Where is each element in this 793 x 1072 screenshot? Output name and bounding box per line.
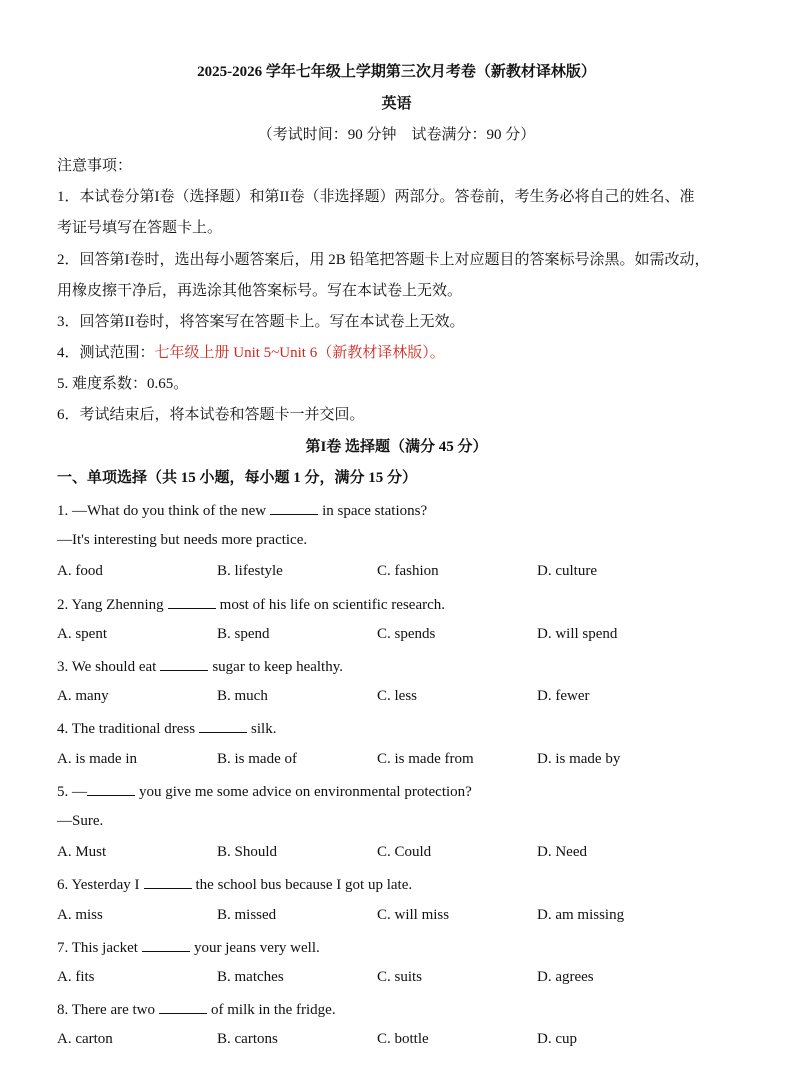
question-6-option-c: C. will miss xyxy=(377,907,450,923)
note-4-prefix: 4．测试范围： xyxy=(57,345,155,361)
answer-blank xyxy=(142,937,190,952)
question-4-stem xyxy=(57,718,276,738)
question-stem-post: you give me some advice on environmental protection? xyxy=(139,784,472,800)
note-6: 6．考试结束后，将本试卷和答题卡一并交回。 xyxy=(57,407,365,423)
question-6-option-a: A. miss xyxy=(57,907,103,923)
question-stem-pre: 6. Yesterday I xyxy=(57,877,140,893)
answer-blank xyxy=(168,594,216,609)
question-1-option-c: C. fashion xyxy=(377,563,439,579)
question-stem-pre: 3. We should eat xyxy=(57,659,157,675)
answer-blank xyxy=(144,874,192,889)
question-5-option-d: D. Need xyxy=(537,844,587,860)
question-1-option-a: A. food xyxy=(57,563,103,579)
answer-blank xyxy=(159,999,207,1014)
question-stem-post: your jeans very well. xyxy=(193,940,320,956)
question-4-option-a: A. is made in xyxy=(57,751,137,767)
note-5: 5. 难度系数：0.65。 xyxy=(57,376,189,392)
question-3-option-c: C. less xyxy=(377,688,418,704)
question-5-option-b: B. Should xyxy=(217,844,278,860)
answer-blank xyxy=(87,781,135,796)
question-8-stem xyxy=(57,999,336,1019)
section-title: 一、单项选择（共 15 小题，每小题 1 分，满分 15 分） xyxy=(57,470,418,486)
question-2-option-b: B. spend xyxy=(217,626,270,642)
question-5-option-c: C. Could xyxy=(377,844,432,860)
note-3: 3．回答第II卷时，将答案写在答题卡上。写在本试卷上无效。 xyxy=(57,314,465,330)
question-stem-post: most of his life on scientific research. xyxy=(219,597,446,613)
question-6-option-d: D. am missing xyxy=(537,907,625,923)
question-stem-post: in space stations? xyxy=(322,503,428,519)
answer-blank xyxy=(199,718,247,733)
exam-title: 2025-2026 学年七年级上学期第三次月考卷（新教材译林版） xyxy=(197,64,596,80)
question-1-option-d: D. culture xyxy=(537,563,597,579)
subject-title: 英语 xyxy=(381,96,412,112)
note-4-range: 七年级上册 Unit 5~Unit 6（新教材译林版）。 xyxy=(154,345,445,361)
question-7-option-d: D. agrees xyxy=(537,969,594,985)
question-stem-post: sugar to keep healthy. xyxy=(212,659,343,675)
question-1-stem xyxy=(57,500,427,520)
question-7-option-c: C. suits xyxy=(377,969,423,985)
note-2-line-1: 2．回答第I卷时，选出每小题答案后，用 2B 铅笔把答题卡上对应题目的答案标号涂黑。如需改动， xyxy=(57,252,710,268)
question-7-option-b: B. matches xyxy=(217,969,284,985)
note-4 xyxy=(57,344,445,362)
note-2-line-2: 用橡皮擦干净后，再选涂其他答案标号。写在本试卷上无效。 xyxy=(57,283,463,299)
answer-blank xyxy=(160,656,208,671)
question-stem-post: silk. xyxy=(251,721,277,737)
question-1-option-b: B. lifestyle xyxy=(217,563,283,579)
question-stem-post: of milk in the fridge. xyxy=(211,1002,336,1018)
question-4-option-d: D. is made by xyxy=(537,751,621,767)
question-5-option-a: A. Must xyxy=(57,844,107,860)
question-6-stem xyxy=(57,874,412,894)
question-3-stem xyxy=(57,656,343,676)
question-stem-pre: 1. —What do you think of the new xyxy=(57,503,267,519)
question-stem-pre: 7. This jacket xyxy=(57,940,138,956)
question-2-stem xyxy=(57,594,445,614)
note-1-line-1: 1．本试卷分第I卷（选择题）和第II卷（非选择题）两部分。答卷前，考生务必将自己的姓名、准 xyxy=(57,189,695,205)
question-stem-post: the school bus because I got up late. xyxy=(195,877,413,893)
question-5-stem xyxy=(57,781,472,801)
question-1-response: —It's interesting but needs more practice. xyxy=(57,532,308,548)
question-8-option-b: B. cartons xyxy=(217,1031,278,1047)
note-1-line-2: 考证号填写在答题卡上。 xyxy=(57,220,223,236)
question-3-option-a: A. many xyxy=(57,688,109,704)
part-title: 第I卷 选择题（满分 45 分） xyxy=(305,439,488,455)
question-2-option-d: D. will spend xyxy=(537,626,618,642)
question-stem-pre: 8. There are two xyxy=(57,1002,156,1018)
question-4-option-c: C. is made from xyxy=(377,751,474,767)
question-7-stem xyxy=(57,937,320,957)
question-6-option-b: B. missed xyxy=(217,907,277,923)
question-2-option-c: C. spends xyxy=(377,626,436,642)
question-stem-pre: 5. — xyxy=(57,784,87,800)
question-4-option-b: B. is made of xyxy=(217,751,297,767)
question-8-option-c: C. bottle xyxy=(377,1031,429,1047)
question-8-option-a: A. carton xyxy=(57,1031,113,1047)
question-2-option-a: A. spent xyxy=(57,626,107,642)
answer-blank xyxy=(270,500,318,515)
question-3-option-b: B. much xyxy=(217,688,268,704)
question-stem-pre: 2. Yang Zhenning xyxy=(57,597,164,613)
notes-heading: 注意事项： xyxy=(57,158,133,174)
exam-time-info: （考试时间：90 分钟 试卷满分：90 分） xyxy=(257,127,536,143)
question-5-response: —Sure. xyxy=(57,813,104,829)
question-stem-pre: 4. The traditional dress xyxy=(57,721,196,737)
question-3-option-d: D. fewer xyxy=(537,688,590,704)
question-7-option-a: A. fits xyxy=(57,969,95,985)
question-8-option-d: D. cup xyxy=(537,1031,577,1047)
